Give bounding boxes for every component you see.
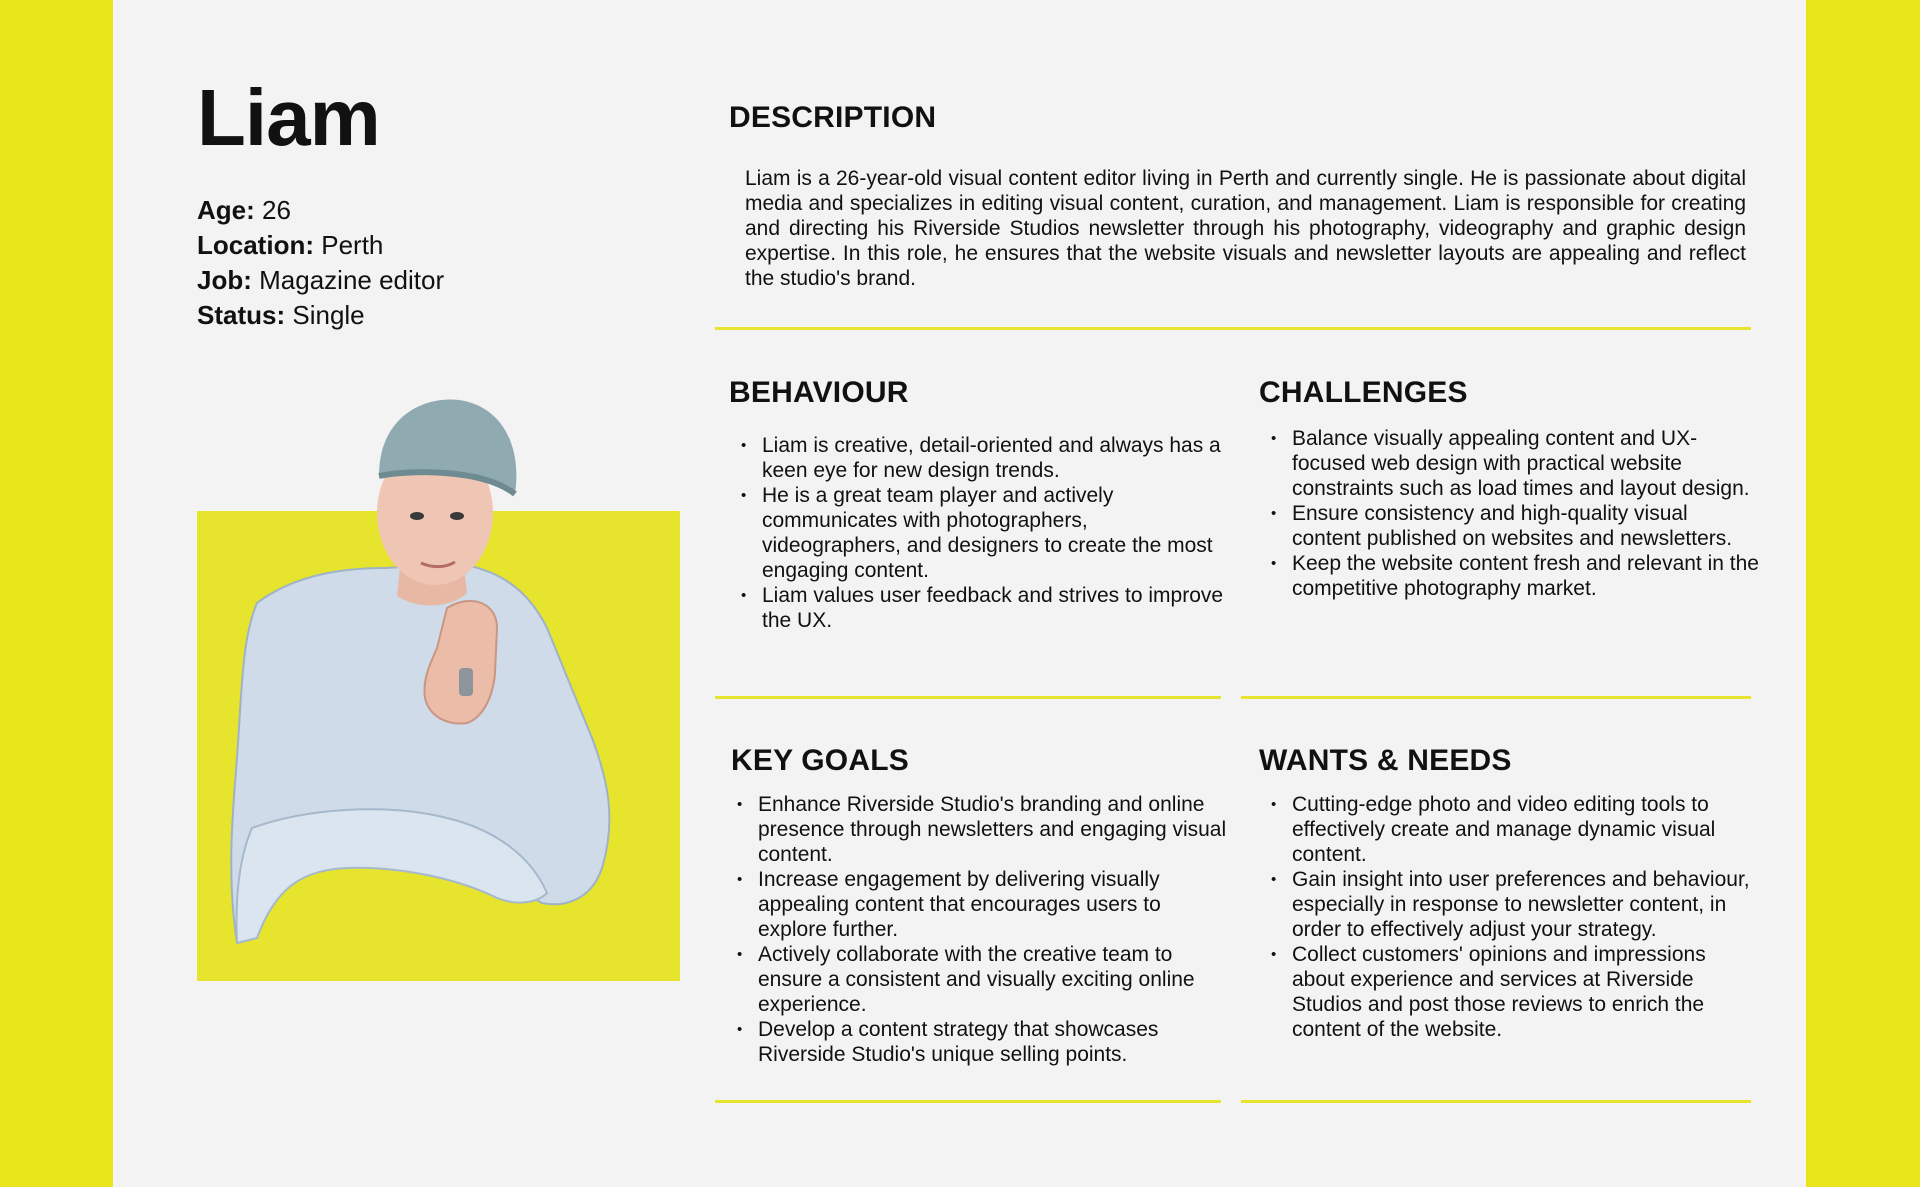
list-item: • Ensure consistency and high-quality visual content published on websites and newsletters.	[1292, 501, 1759, 551]
divider	[1241, 696, 1751, 699]
divider	[715, 696, 1221, 699]
list-item: • Balance visually appealing content and UX-focused web design with practical website constraints such as load times and layout design.	[1292, 426, 1759, 501]
fact-value: 26	[262, 195, 291, 225]
fact-location	[197, 228, 444, 263]
challenges-section	[1259, 378, 1759, 601]
list-item: • Liam values user feedback and strives to improve the UX.	[762, 583, 1229, 633]
list-item: • Liam is creative, detail-oriented and always has a keen eye for new design trends.	[762, 433, 1229, 483]
list-item: • Enhance Riverside Studio's branding and online presence through newsletters and engaging visual content.	[758, 792, 1231, 867]
persona-photo	[197, 398, 680, 981]
fact-job	[197, 263, 444, 298]
description-title: DESCRIPTION	[729, 101, 937, 134]
description-section	[729, 103, 1749, 291]
list-item: • Actively collaborate with the creative team to ensure a consistent and visually exciting online experience.	[758, 942, 1231, 1017]
fact-age	[197, 193, 444, 228]
fact-value: Single	[292, 300, 365, 330]
key-goals-list	[731, 792, 1231, 1067]
fact-label: Age:	[197, 195, 255, 225]
fact-value: Perth	[321, 230, 384, 260]
fact-label: Status:	[197, 300, 286, 330]
key-goals-section	[731, 746, 1231, 1067]
list-item: • Increase engagement by delivering visually appealing content that encourages users to explore further.	[758, 867, 1231, 942]
list-item: • Keep the website content fresh and relevant in the competitive photography market.	[1292, 551, 1759, 601]
fact-status	[197, 298, 444, 333]
list-item: • Gain insight into user preferences and behaviour, especially in response to newsletter content, in order to effectively adjust your strategy.	[1292, 867, 1759, 942]
list-item: • He is a great team player and actively communicates with photographers, videographers, and designers to create the most engaging content.	[762, 483, 1229, 583]
fact-value: Magazine editor	[259, 265, 445, 295]
wants-needs-list	[1259, 792, 1759, 1042]
list-item: • Develop a content strategy that showcases Riverside Studio's unique selling points.	[758, 1017, 1231, 1067]
wants-needs-section	[1259, 746, 1759, 1042]
fact-label: Job:	[197, 265, 252, 295]
persona-card	[113, 0, 1806, 1187]
portrait-icon	[197, 398, 680, 981]
challenges-list	[1259, 426, 1759, 601]
behaviour-list	[729, 433, 1229, 633]
key-goals-title: KEY GOALS	[731, 744, 909, 777]
behaviour-title: BEHAVIOUR	[729, 376, 909, 409]
fact-label: Location:	[197, 230, 314, 260]
description-text: Liam is a 26-year-old visual content editor living in Perth and currently single. He is passionate about digital media and specializes in editing visual content, curation, and management. Liam is responsible for creating and directing his Riverside Studios newsletter through his photography, videography and graphic design expertise. In this role, he ensures that the website visuals and newsletter layouts are appealing and reflect the studio's brand.	[745, 167, 1746, 290]
wants-needs-title: WANTS & NEEDS	[1259, 744, 1512, 777]
challenges-title: CHALLENGES	[1259, 376, 1468, 409]
divider	[1241, 1100, 1751, 1103]
divider	[715, 1100, 1221, 1103]
persona-name: Liam	[197, 73, 380, 162]
list-item: • Cutting-edge photo and video editing tools to effectively create and manage dynamic visual content.	[1292, 792, 1759, 867]
persona-facts	[197, 193, 444, 333]
behaviour-section	[729, 378, 1229, 633]
list-item: • Collect customers' opinions and impressions about experience and services at Riverside Studios and post those reviews to enrich the content of the website.	[1292, 942, 1759, 1042]
divider	[715, 327, 1751, 330]
